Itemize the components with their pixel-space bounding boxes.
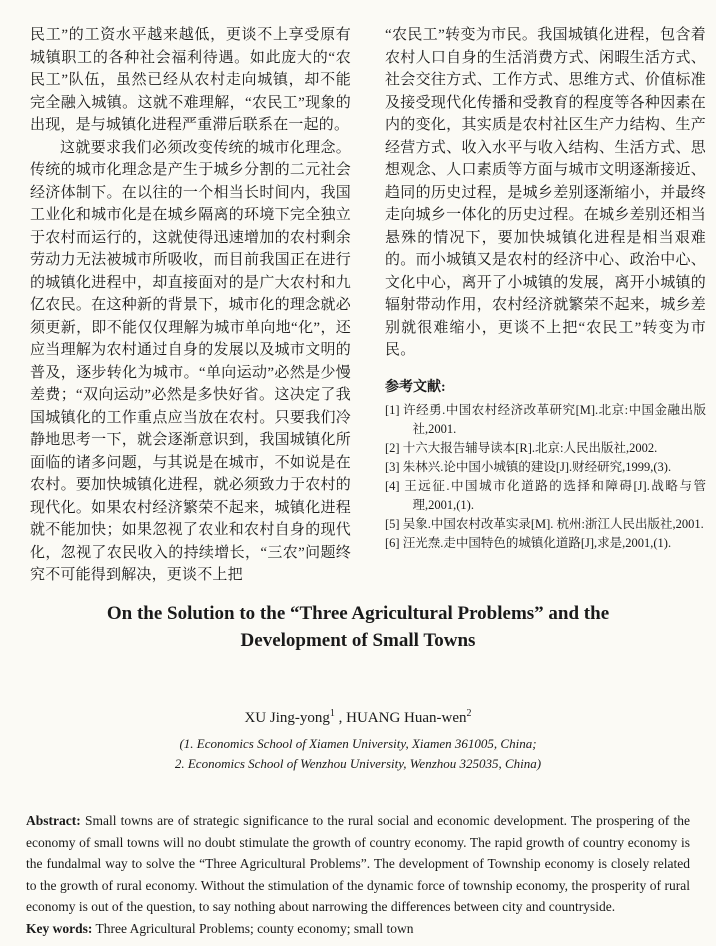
paper-title: On the Solution to the “Three Agricultural Problems” and the Development of Small Towns: [106, 603, 610, 651]
cn-paragraph-continuation: 民工”的工资水平越来越低，更谈不上享受原有城镇职工的各种社会福利待遇。如此庞大的“农民工”队伍，虽然已经从农村走向城镇，却不能完全融入城镇。这就不难理解，“农民工”现象的出现，是与城镇化进程严重滞后联系在一起的。: [30, 27, 351, 133]
abstract-text: Small towns are of strategic significance to the rural social and economic development. The prospering of the economy of small towns will no doubt stimulate the growth of country economy. The rapid growth of country economy is the fundalmal way to solve the “Three Agricultural Problems”. The development of Township economy is closely related to the growth of rural economy. Without the stimulation of the dynamic force of township economy, the prosperity of rural economy is out of the question, to say nothing about narrowing the differences between city and countryside.: [26, 813, 691, 914]
keywords-line: [26, 918, 690, 940]
affiliation-line-1: (1. Economics School of Xiamen University, Xiamen 361005, China;: [179, 736, 537, 751]
author-2-superscript: 2: [466, 708, 472, 719]
reference-item: [4] 王远征.中国城市化道路的选择和障碍[J].战略与管理,2001,(1).: [385, 478, 706, 512]
reference-item: [6] 汪光焘.走中国特色的城镇化道路[J],求是,2001,(1).: [385, 535, 672, 550]
cn-paragraph-continuation-right: “农民工”转变为市民。我国城镇化进程，包含着农村人口自身的生活消费方式、闲暇生活方式、社会交往方式、工作方式、思维方式、价值标准及接受现代化传播和受教育的程度等各种因素在内的变化，其实质是农村社区生产力结构、生产经营方式、收入水平与收入结构、生活方式、思想观念、人口素质等方面与城市文明逐渐接近、趋同的历史过程，是城乡差别逐渐缩小，并最终走向城乡一体化的历史过程。在城乡差别还相当悬殊的情况下，要加快城镇化进程是相当艰难的。而小城镇又是农村的经济中心、政治中心、文化中心，离开了小城镇的发展，离开小城镇的辐射带动作用，农村经济就繁荣不起来，城乡差别就很难缩小，更谈不上把“农民工”转变为市民。: [385, 27, 706, 358]
abstract-label: Abstract:: [26, 813, 81, 828]
references-heading: 参考文献:: [385, 379, 446, 395]
cn-paragraph: 这就要求我们必须改变传统的城市化理念。传统的城市化理念是产生于城乡分割的二元社会经济体制下。在以往的一个相当长时间内，我国工业化和城市化是在城乡隔离的环境下完全独立于农村而运行的，这就使得迅速增加的农村剩余劳动力无法被城市所吸收，而目前我国正在进行的城镇化进程中，却直接面对的是广大农村和九亿农民。在这种新的背景下，城市化的理念就必须更新，即不能仅仅理解为城市单向地“化”，还应当理解为农村通过自身的发展以及城市文明的普及，逐步转化为城市。“单向运动”必然是少慢差费；“双向运动”必然是多快好省。这决定了我国城镇化的工作重点应当放在农村。只要我们冷静地思考一下，就会逐渐意识到，我国城镇化所面临的诸多问题，与其说是在城市，不如说是在农村。要加快城镇化进程，就必须致力于农村的现代化。如果农村经济繁荣不起来，城镇化进程就不能加快；如果忽视了农业和农村自身的现代化，忽视了农民收入的持续增长，“三农”问题终究不可能得到解决，更谈不上把: [30, 139, 351, 583]
author-separator: ,: [334, 710, 347, 726]
keywords-label: Key words:: [26, 920, 93, 936]
reference-item: [1] 许经勇.中国农村经济改革研究[M].北京:中国金融出版社,2001.: [385, 402, 706, 436]
reference-item: [3] 朱林兴.论中国小城镇的建设[J].财经研究,1999,(3).: [385, 459, 672, 474]
keywords-text: Three Agricultural Problems; county economy; small town: [95, 920, 414, 936]
author-1-name: XU Jing-yong: [244, 710, 330, 726]
author-2-name: HUANG Huan-wen: [346, 710, 467, 726]
abstract-paragraph: [26, 810, 690, 918]
author-1-superscript: 1: [329, 708, 335, 719]
right-column: [385, 24, 706, 558]
authors-line: [0, 708, 716, 727]
affiliation-line-2: 2. Economics School of Wenzhou University, Wenzhou 325035, China): [174, 756, 542, 771]
left-column: [30, 24, 351, 583]
reference-item: [5] 吴象.中国农村改革实录[M]. 杭州:浙江人民出版社,2001.: [385, 516, 704, 531]
english-section: [0, 600, 716, 939]
reference-item: [2] 十六大报告辅导读本[R].北京:人民出版社,2002.: [385, 440, 658, 455]
